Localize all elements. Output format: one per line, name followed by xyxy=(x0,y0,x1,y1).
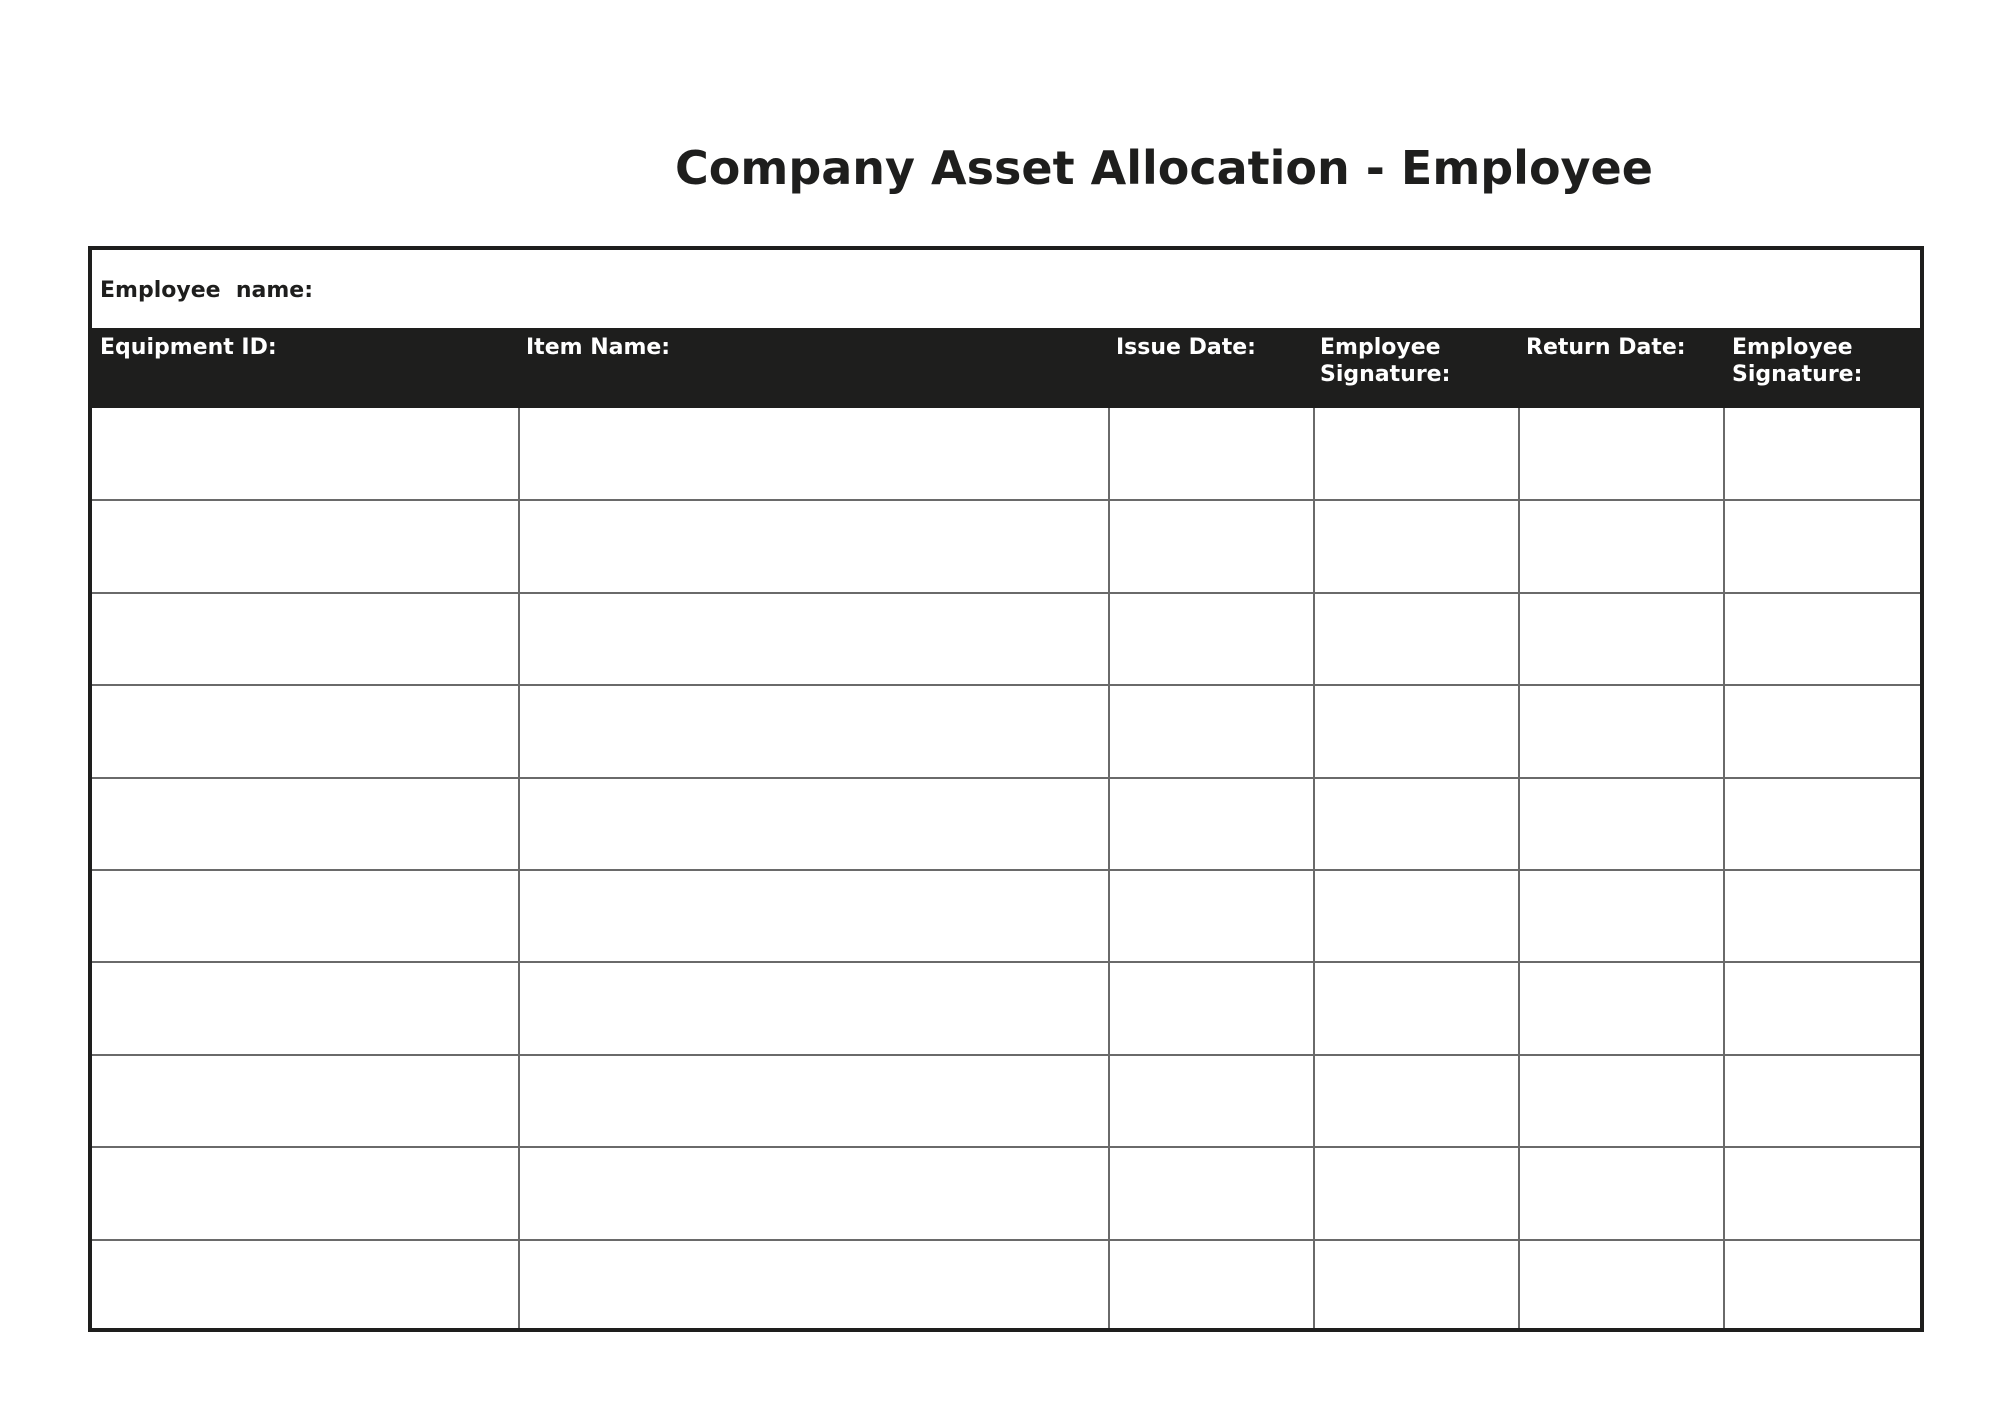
table-row[interactable] xyxy=(92,593,1920,685)
column-header-employee-signature-issue: Employee Signature: xyxy=(1320,335,1451,387)
page-title: Company Asset Allocation - Employee xyxy=(675,141,1653,195)
table-row[interactable] xyxy=(92,778,1920,870)
column-header-issue-date: Issue Date: xyxy=(1116,335,1256,360)
table-row[interactable] xyxy=(92,500,1920,592)
row-divider xyxy=(92,869,1920,871)
asset-allocation-table xyxy=(88,246,1924,1332)
column-header-item-name: Item Name: xyxy=(526,335,671,360)
table-row[interactable] xyxy=(92,870,1920,962)
row-divider xyxy=(92,499,1920,501)
column-divider xyxy=(1108,408,1110,1328)
column-divider xyxy=(518,408,520,1328)
column-divider xyxy=(1313,408,1315,1328)
employee-name-label: Employee name: xyxy=(100,278,314,303)
row-divider xyxy=(92,1146,1920,1148)
column-divider xyxy=(1723,408,1725,1328)
row-divider xyxy=(92,1239,1920,1241)
table-row[interactable] xyxy=(92,962,1920,1054)
table-row[interactable] xyxy=(92,1055,1920,1147)
column-header-equipment-id: Equipment ID: xyxy=(100,335,277,360)
table-row[interactable] xyxy=(92,1240,1920,1332)
column-divider xyxy=(1518,408,1520,1328)
table-row[interactable] xyxy=(92,685,1920,777)
row-divider xyxy=(92,592,1920,594)
column-header-employee-signature-return: Employee Signature: xyxy=(1732,335,1863,387)
row-divider xyxy=(92,777,1920,779)
row-divider xyxy=(92,1054,1920,1056)
row-divider xyxy=(92,961,1920,963)
table-row[interactable] xyxy=(92,408,1920,500)
column-header-return-date: Return Date: xyxy=(1526,335,1686,360)
row-divider xyxy=(92,684,1920,686)
table-body xyxy=(92,408,1920,1328)
employee-name-row[interactable] xyxy=(92,250,1920,328)
table-row[interactable] xyxy=(92,1147,1920,1239)
table-header-row xyxy=(92,328,1920,408)
